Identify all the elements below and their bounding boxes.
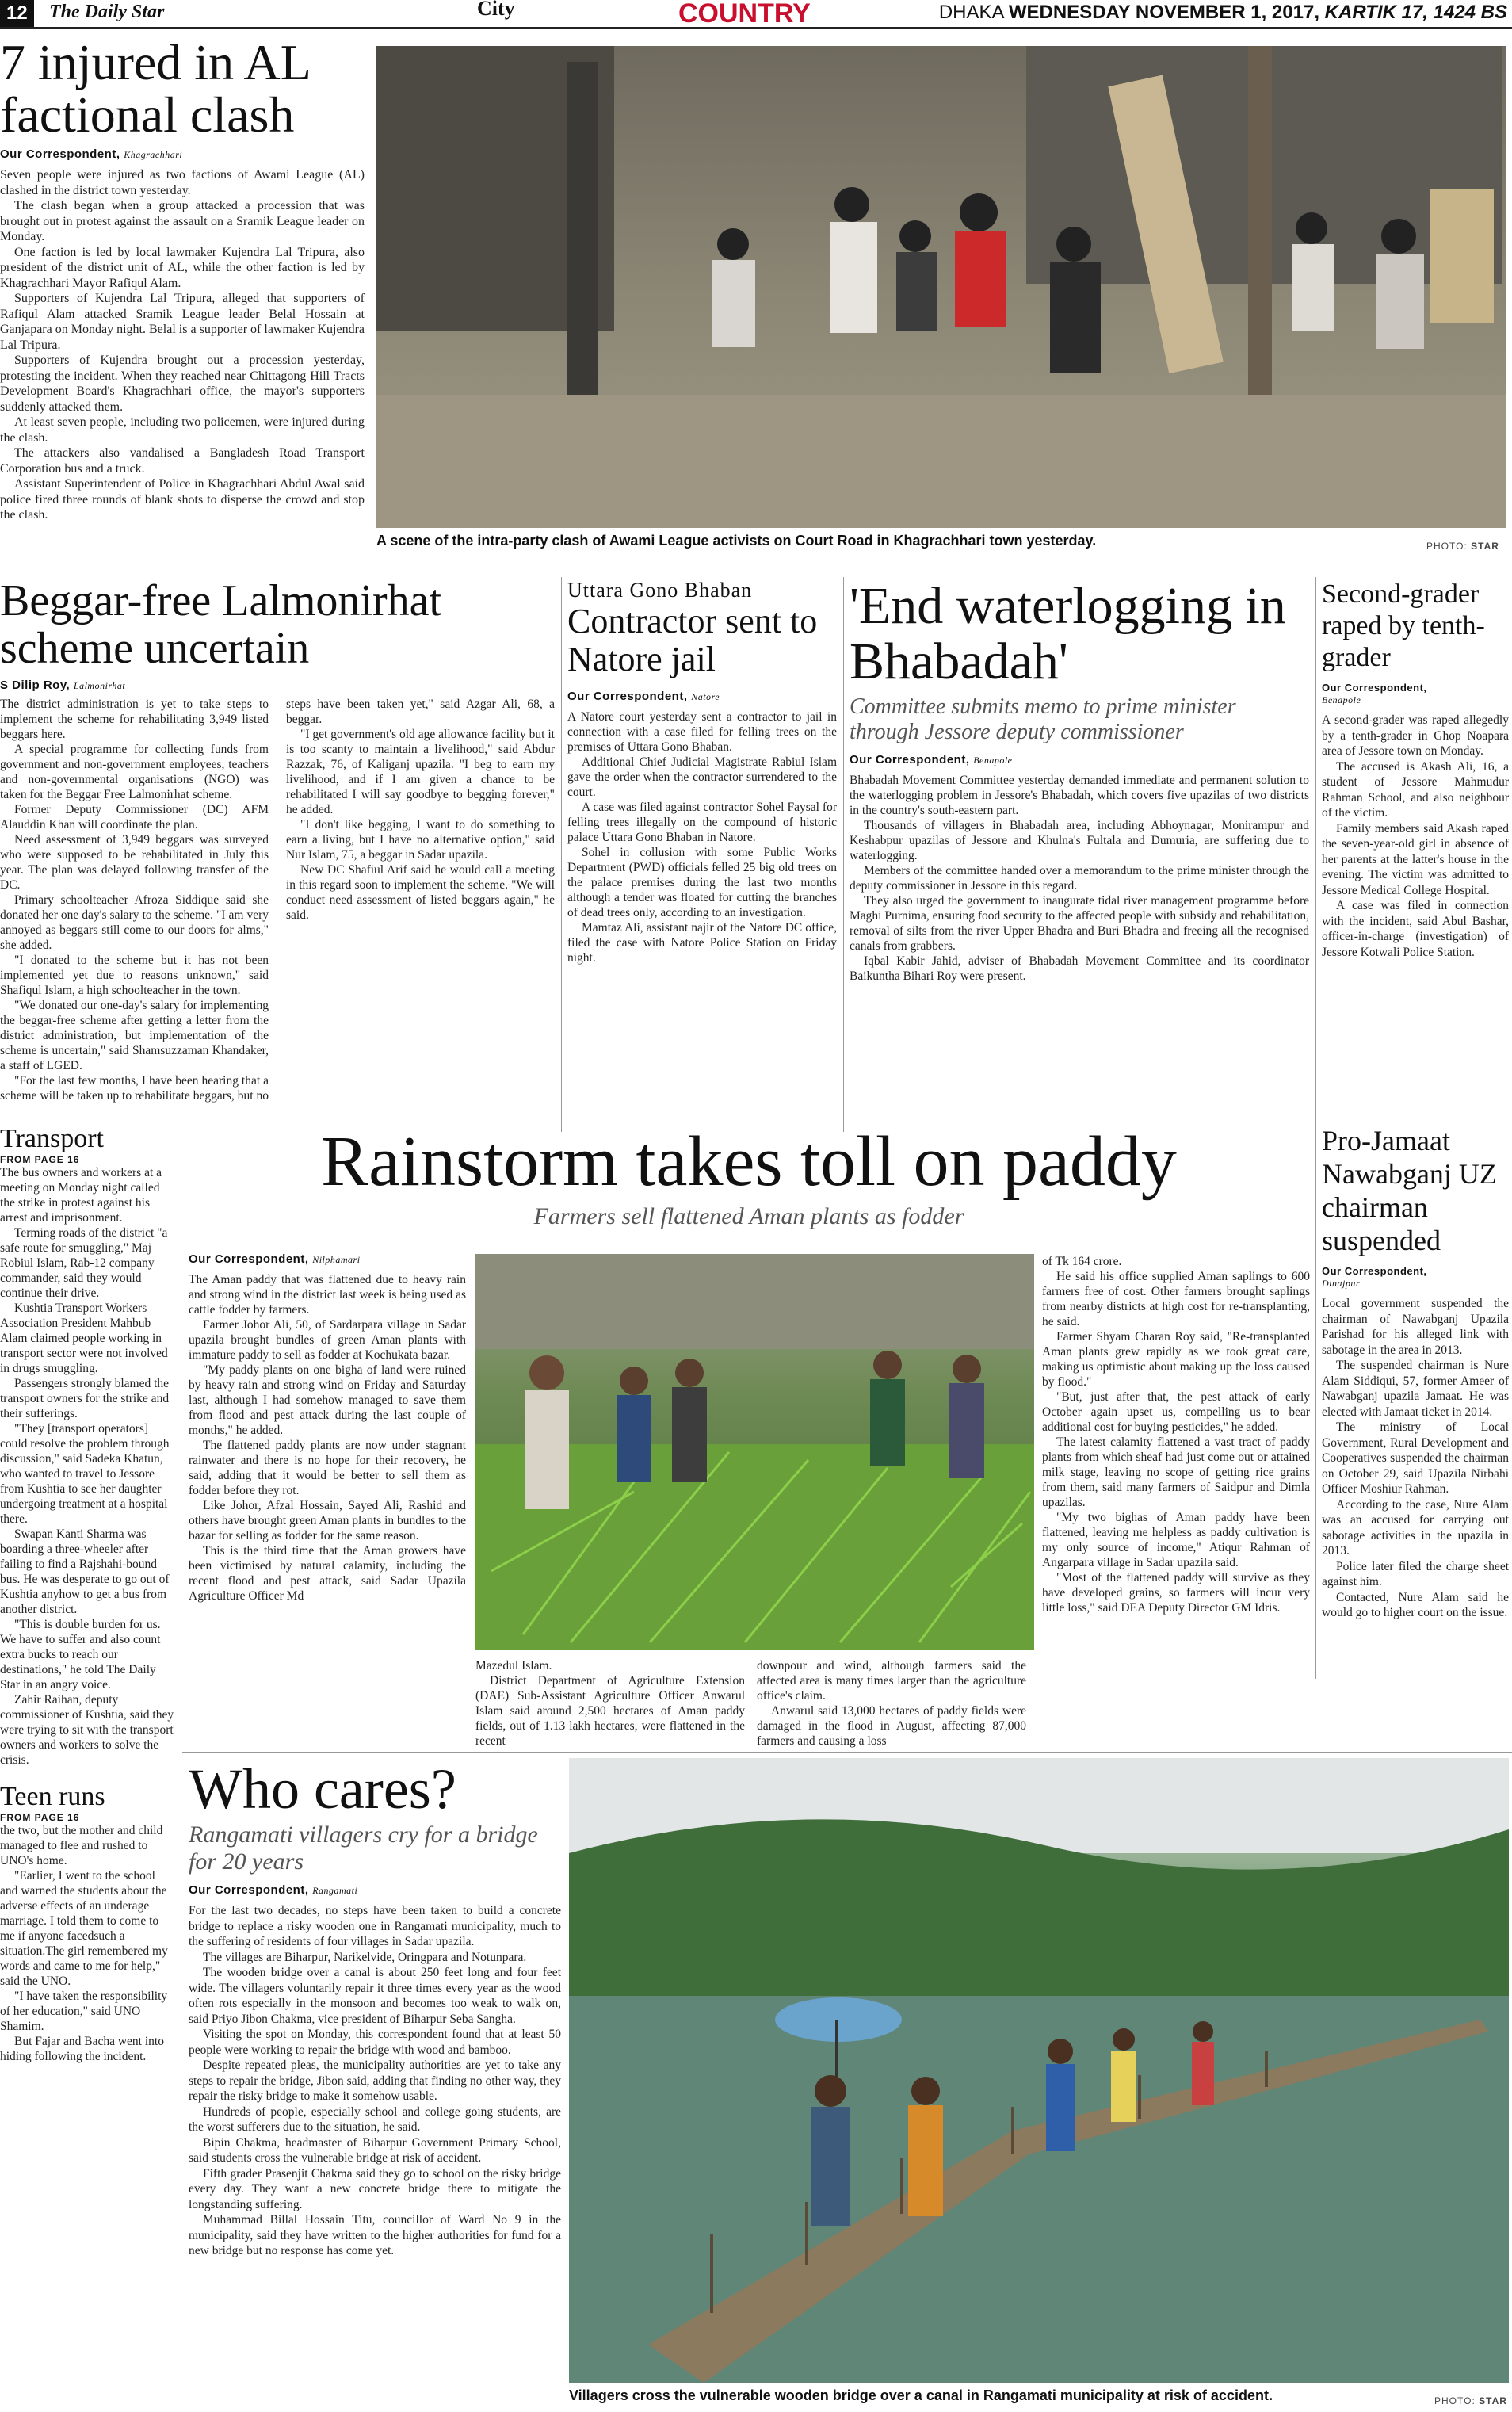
headline: Rainstorm takes toll on paddy [321, 1122, 1177, 1201]
article-body: Mazedul Islam. District Department of Agriculture Extension (DAE) Sub-Assistant Agriculture Officer Anwarul Islam said around 2,500 hectares of Aman paddy fields, out of 1.13 lakh hectares, were flattened in the recent [475, 1659, 745, 1748]
story-pro-jamaat [1322, 1124, 1509, 1621]
kicker: Uttara Gono Bhaban [567, 579, 753, 602]
rainstorm-col3 [757, 1658, 1026, 1749]
story-waterlogging [850, 579, 1309, 984]
article-body: A Natore court yesterday sent a contractor to jail in connection with a case filed for felling trees on the premises of Uttara Gono Bhaban. Additional Chief Judicial Magistrate Rabiul Islam gave the order when the contractor surrendered to the court. A case was filed against contractor Sohel Faysal for felling trees illegally on the compound of historic palace Uttara Gono Bhaban in Natore. Sohel in collusion with some Public Works Department (PWD) officials felled 25 big old trees on the palace premises during the last two months although a tender was floated for cutting the branches of dead trees only, according to an investigation. Mamtaz Ali, assistant najir of the Natore DC office, filed the case with Natore Police Station on Friday night. [567, 710, 837, 965]
rainstorm-col2 [475, 1658, 745, 1749]
deck: Rangamati villagers cry for a bridge for 20 years [189, 1821, 538, 1875]
dateline: Nilphamari [312, 1254, 361, 1265]
article-body: A second-grader was raped allegedly by a tenth-grader in Ghop Noapara area of Jessore town on Monday. The accused is Akash Ali, 16, a student of Jessore Mahmudur Rahman School, and also neighbour of the victim. Family members said Akash raped the seven-year-old girl in absence of her parents at the latter's house in the evening. The victim was admitted to Jessore Medical College Hospital. A case was filed in connection with the incident, said Abul Bashar, officer-in-charge (investigation) of Jessore Kotwali Police Station. [1322, 713, 1509, 959]
byline: Our Correspondent, Natore [567, 690, 720, 703]
date-main: WEDNESDAY NOVEMBER 1, 2017, [1008, 2, 1319, 23]
article-body: The Aman paddy that was flattened due to heavy rain and strong wind in the district last week is being used as cattle fodder by farmers. Farmer Johor Ali, 50, of Sardarpara village in Sadar upazila brought bundles of green Aman plants with immature paddy to sell as fodder at Kochukata bazar. "My paddy plants on one bigha of land were ruined by heavy rain and strong wind on Friday and Saturday last, although I had somehow managed to save them from flood and pest attack during the last couple of months," he added. The flattened paddy plants are now under stagnant rainwater and there is no hope for their recovery, he said, adding that it would be better to sell them as fodder before they rot. Like Johor, Afzal Hossain, Sayed Ali, Rashid and others have brought green Aman plants in bundles to the bazar for selling as fodder for the same reason. This is the third time that the Aman growers have been victimised by natural calamity, including the recent flood and pest attack, said Sadar Upazila Agriculture Officer Md [189, 1273, 466, 1603]
divider [182, 1752, 1512, 1753]
article-body: Bhabadah Movement Committee yesterday demanded immediate and permanent solution to the waterlogging problem in Jessore's Bhabadah, which covers five upazilas of two districts in the country's south-eastern part. Thousands of villagers in Bhabadah area, including Abhoynagar, Monirampur and Keshabpur upazilas of Jessore and Khulna's Fultala and Dumuria, are suffering due to waterlogging. Members of the committee handed over a memorandum to the prime minister through the deputy commissioner in Jessore in this regard. They also urged the government to inaugurate tidal river management programme before Maghi Purnima, ensuring food security to the affected people with subsidy and rehabilitation, removal of silts from the river Upper Bhadra and Buri Bhadra and freeing all the recognised canals from grabbers. Iqbal Kabir Jahid, adviser of Bhabadah Movement Committee and its coordinator Baikuntha Bihari Roy were present. [850, 774, 1309, 983]
dateline: Benapole [973, 755, 1013, 766]
byline: Our Correspondent, Khagrachhari [0, 147, 183, 161]
photo-credit: PHOTO: STAR [1434, 2395, 1507, 2406]
dateline: Dinajpur [1322, 1278, 1361, 1289]
article-body: Seven people were injured as two factions of Awami League (AL) clashed in the district town yesterday. The clash began when a group attacked a procession that was brought out in protest against the assault on a Sramik League leader on Monday. One faction is led by local lawmaker Kujendra Lal Tripura, also president of the district unit of AL, while the other faction is led by Khagrachhari Mayor Rafiqul Alam. Supporters of Kujendra Lal Tripura, alleged that supporters of Rafiqul Alam attacked Sramik League leader Belal Hossain at Ganjapara on Monday night. Belal is a supporter of lawmaker Kujendra Lal Tripura. Supporters of Kujendra brought out a procession yesterday, protesting the incident. When they reached near Chittagong Hill Tracts Development Board's Khagrachhari office, the mayor's supporters suddenly attacked them. At least seven people, including two policemen, were injured during the clash. The attackers also vandalised a Bangladesh Road Transport Corporation bus and a truck. Assistant Superintendent of Police in Khagrachhari Abdul Awal said police fired three rounds of blank shots to disperse the crowd and stop the clash. [0, 168, 365, 522]
deck: Farmers sell flattened Aman plants as fodder [533, 1203, 964, 1229]
deck: Committee submits memo to prime minister through Jessore deputy commissioner [850, 694, 1236, 744]
story-beggar [0, 577, 555, 1131]
paddy-photo-image [475, 1254, 1034, 1650]
section-title: COUNTRY [678, 0, 811, 29]
dateline [939, 2, 1507, 24]
byline: Our Correspondent, Benapole [1322, 682, 1427, 705]
dateline: Natore [691, 691, 720, 702]
story-transport [0, 1124, 176, 2064]
article-body: Local government suspended the chairman of Nawabganj Upazila Parishad for his alleged link with sabotage in the area in 2013. The suspended chairman is Nure Alam Siddiqui, 57, former Ameer of Nawabganj upazila Jamaat. He was elected with Jamaat ticket in 2014. The ministry of Local Government, Rural Development and Cooperatives suspended the chairman on October 29, said Upazila Nirbahi Officer Moshiur Rahman. According to the case, Nure Alam was an accused for carrying out sabotage activities in the upazila in 2013. Police later filed the charge sheet against him. Contacted, Nure Alam said he would go to higher court on the issue. [1322, 1297, 1509, 1619]
bridge-photo [569, 1758, 1509, 2383]
photo-credit: PHOTO: STAR [1426, 541, 1499, 552]
story-rainstorm-head [189, 1124, 1309, 1230]
byline: S Dilip Roy, Lalmonirhat [0, 678, 126, 692]
headline: Who cares? [189, 1757, 456, 1821]
headline: Beggar-free Lalmonirhat scheme uncertain [0, 576, 442, 673]
byline: Our Correspondent, Benapole [850, 753, 1013, 766]
clash-photo-image [376, 46, 1506, 528]
section-city: City [477, 0, 515, 20]
headline: Second-grader raped by tenth-grader [1322, 579, 1485, 672]
photo-caption: A scene of the intra-party clash of Awami League activists on Court Road in Khagrachhari town yesterday. [376, 533, 1097, 549]
rainstorm-col4 [1042, 1254, 1310, 1615]
story-second-grader [1322, 579, 1509, 960]
story-contractor [567, 579, 837, 965]
article-body: The bus owners and workers at a meeting on Monday night called the strike in protest against his arrest and imprisonment. Terming roads of the district "a safe route for smuggling," Maj Robiul Islam, Rab-12 company commander, said they would continue their drive. Kushtia Transport Workers Association President Mahbub Alam claimed people working in transport sector were not involved in drugs smuggling. Passengers strongly blamed the transport owners for the strike and their sufferings. "They [transport operators] could resolve the problem through discussion," said Sadeka Khatun, who wanted to travel to Jessore from Kushtia to see her daughter undergoing treatment at a hospital there. Swapan Kanti Sharma was boarding a three-wheeler after failing to find a Rajshahi-bound bus. He was desperate to go out of Kushtia anyhow to get a bus from another district. "This is double burden for us. We have to suffer and also count extra bucks to reach our destinations," he told The Daily Star in an angry voice. Zahir Raihan, deputy commissioner of Kushtia, said they were trying to sit with the transport owners and workers to solve the crisis. [0, 1166, 174, 1767]
bridge-photo-image [569, 1758, 1509, 2383]
date-bangla: KARTIK 17, 1424 BS [1324, 2, 1507, 23]
byline: Our Correspondent, Nilphamari [189, 1252, 361, 1266]
headline: 'End waterlogging in Bhabadah' [850, 577, 1286, 690]
dateline: Lalmonirhat [73, 680, 126, 691]
paddy-photo [475, 1254, 1034, 1650]
article-body: the two, but the mother and child managed to flee and rushed to UNO's home. "Earlier, I went to the school and warned the students about the adverse effects of an underage marriage. I told them to come to me if anyone facedsuch a situation.The girl remembered my words and came to me for help," said the UNO. "I have taken the responsibility of her education," said UNO Shamim. But Fajar and Bacha went into hiding following the incident. [0, 1824, 168, 2063]
paper-name: The Daily Star [49, 2, 165, 22]
photo-caption: Villagers cross the vulnerable wooden bridge over a canal in Rangamati municipality at risk of accident. [569, 2387, 1273, 2403]
headline: Contractor sent to Natore jail [567, 602, 818, 678]
page-number: 12 [0, 0, 34, 27]
divider [843, 577, 844, 1132]
headline: Pro-Jamaat Nawabganj UZ chairman suspended [1322, 1125, 1497, 1256]
dateline: Benapole [1322, 694, 1361, 705]
byline: Our Correspondent, Rangamati [189, 1883, 358, 1897]
divider [1315, 577, 1316, 1679]
article-body: The district administration is yet to take steps to implement the scheme for rehabilitating 3,949 listed beggars here. A special programme for collecting funds from government and non-government employees, teachers and non-governmental organisations (NGO) was taken for the Beggar Free Lalmonirhat scheme. Former Deputy Commissioner (DC) AFM Alauddin Khan will coordinate the plan. Need assessment of 3,949 beggars was surveyed who were supposed to be rehabilitated in July this year. The plan was delayed following transfer of the DC. Primary schoolteacher Afroza Siddique said she donated her one day's salary to the scheme. "I am very annoyed as beggars still come to our doors for alms," she added. "I donated to the scheme but it has not been implemented yet due to reasons unknown," said Shafiqul Islam, a high schoolteacher in the town. "We donated our one-day's salary for implementing the beggar-free scheme after getting a letter from the district administration, but implementation of the scheme is uncertain," said Shamsuzzaman Khandaker, a staff of LGED. "For the last few months, I have been hearing that a scheme will be taken up to rehabilitate beggars, but no steps have been taken yet," said Azgar Ali, 68, a beggar. "I get government's old age allowance facility but it is too scanty to maintain a livelihood," said Abdur Razzak, 76, of Kaliganj upazila. "I beg to earn my livelihood, and if I am given a chance to be rehabilitated I will say goodbye to begging forever," he added. "I don't like begging, I want to do something to earn a living, but I have no alternative option," said Nur Islam, 75, a beggar in Sadar upazila. New DC Shafiul Arif said he would call a meeting in this regard soon to implement the scheme. "We will conduct need assessment of listed beggars again," he said. [0, 698, 555, 1103]
dateline: Khagrachhari [124, 149, 183, 160]
article-body: of Tk 164 crore. He said his office supplied Aman saplings to 600 farmers free of cost. Other farmers brought saplings from nearby districts at high cost for re-transplanting, he said. Farmer Shyam Charan Roy said, "Re-transplanted Aman plants grew rapidly as we took great care, making us optimistic about making up the loss caused by flood." "But, just after that, the pest attack of early October again upset us, compelling us to bear additional cost for buying pesticides," he added. The latest calamity flattened a vast tract of paddy plants from which sheaf had just come out or attained milk stage, leaving no scope of getting rice grains from them, said many farmers of Saidpur and Dimla upazilas. "My two bighas of Aman paddy have been flattened, leaving me helpless as paddy cultivation is my only source of income," Atiqur Rahman of Angarpara village in Sadar upazila said. "Most of the flattened paddy will survive as they have developed grains, so farmers will incur very little loss," said DEA Deputy Director GM Idris. [1042, 1255, 1310, 1615]
masthead [0, 0, 1512, 29]
headline-teen: Teen runs [0, 1782, 105, 1811]
story-clash [0, 36, 365, 523]
byline: Our Correspondent, Dinajpur [1322, 1265, 1427, 1289]
headline: Transport [0, 1124, 104, 1153]
headline: 7 injured in AL factional clash [0, 34, 310, 143]
article-body: For the last two decades, no steps have been taken to build a concrete bridge to replace a risky wooden one in Rangamati municipality, much to the suffering of residents of four villages in Sadar upazila. The villages are Biharpur, Narikelvide, Oringpara and Notunpara. The wooden bridge over a canal is about 250 feet long and four feet wide. The villagers voluntarily repair it three times every year as the wood often rots especially in the monsoon and becomes too weak to walk on, said Priyo Jibon Chakma, vice president of Biharpur Seba Sangha. Visiting the spot on Monday, this correspondent found that at least 50 people were working to repair the bridge with wood and bamboo. Despite repeated pleas, the municipality authorities are yet to take any steps to repair the bridge, Jibon said, adding that finding no other way, they repair the risky bridge to make it somehow usable. Hundreds of people, especially school and college going students, are the worst sufferers due to the situation, he said. Bipin Chakma, headmaster of Biharpur Government Primary School, said students cross the vulnerable bridge at risk of accident. Fifth grader Prasenjit Chakma said they go to school on the risky bridge every day. They want a new concrete bridge there to mitigate the longstanding suffering. Muhammad Billal Hossain Titu, councillor of Ward No 9 in the municipality, said they have written to the higher authorities for fund for a new bridge but no response has come yet. [189, 1904, 561, 2257]
jump-label: FROM PAGE 16 [0, 1812, 80, 1823]
article-body: downpour and wind, although farmers said the affected area is many times larger than the agriculture office's claim. Anwarul said 13,000 hectares of paddy fields were damaged in the flood in August, affecting 87,000 farmers and causing a loss [757, 1659, 1026, 1748]
story-who-cares [189, 1758, 561, 2259]
clash-photo [376, 46, 1506, 528]
dateline: Rangamati [312, 1885, 358, 1896]
rainstorm-col1 [189, 1252, 466, 1604]
divider [561, 577, 562, 1132]
jump-label: FROM PAGE 16 [0, 1154, 80, 1165]
date-prefix: DHAKA [938, 2, 1004, 23]
